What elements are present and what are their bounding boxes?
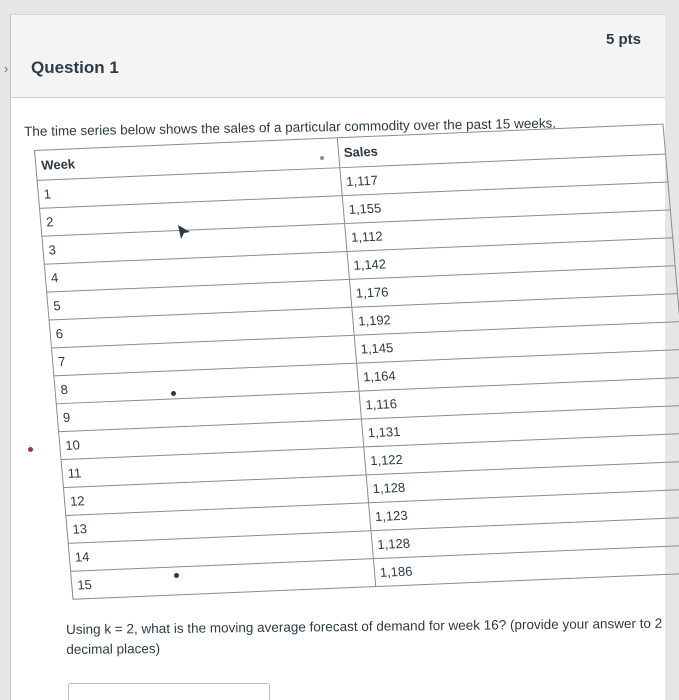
week-cell: 12 [63, 475, 368, 516]
sales-table-wrapper [34, 124, 679, 609]
week-cell: 10 [59, 419, 364, 460]
week-cell: 9 [56, 391, 361, 432]
week-cell: 1 [37, 168, 342, 209]
week-cell: 14 [68, 531, 373, 572]
sales-cell: 1,192 [352, 294, 679, 336]
sales-cell: 1,164 [356, 350, 679, 392]
sales-cell: 1,123 [368, 489, 679, 531]
sales-cell: 1,186 [373, 545, 679, 587]
sales-cell: 1,142 [347, 238, 675, 280]
question-prompt: Using k = 2, what is the moving average forecast of demand for week 16? (provide your answer to 2 decimal places) [66, 615, 663, 657]
stray-mark-icon [171, 391, 176, 396]
side-marker-icon [28, 447, 33, 452]
sales-table [34, 124, 679, 600]
week-column-header: Week [35, 138, 340, 181]
chevron-right-icon[interactable]: › [4, 61, 9, 76]
answer-input[interactable] [68, 683, 270, 700]
sales-cell: 1,176 [349, 266, 677, 308]
week-cell: 2 [40, 196, 345, 237]
week-cell: 7 [51, 335, 356, 376]
week-cell: 4 [44, 251, 349, 292]
sales-cell: 1,128 [371, 517, 679, 559]
sales-column-header: Sales [337, 124, 666, 168]
sales-cell: 1,122 [364, 433, 679, 475]
week-cell: 13 [66, 503, 371, 544]
week-cell: 5 [47, 279, 352, 320]
week-cell: 11 [61, 447, 366, 488]
sales-cell: 1,128 [366, 461, 679, 503]
sales-cell: 1,116 [359, 377, 679, 419]
week-cell: 8 [54, 363, 359, 404]
week-cell: 15 [71, 559, 376, 600]
sales-cell: 1,155 [342, 182, 670, 224]
week-cell: 6 [49, 307, 354, 348]
mouse-cursor-icon [176, 224, 192, 240]
sales-cell: 1,117 [340, 154, 668, 196]
question-title: Question 1 [31, 58, 119, 77]
question-header [4, 15, 665, 98]
week-cell: 3 [42, 224, 347, 265]
stray-mark-icon [174, 573, 179, 578]
points-label: 5 pts [605, 31, 641, 48]
sales-cell: 1,131 [361, 405, 679, 447]
sales-cell: 1,112 [344, 210, 672, 252]
sales-cell: 1,145 [354, 322, 679, 364]
question-intro: The time series below shows the sales of a particular commodity over the past 15 weeks. [24, 115, 557, 139]
